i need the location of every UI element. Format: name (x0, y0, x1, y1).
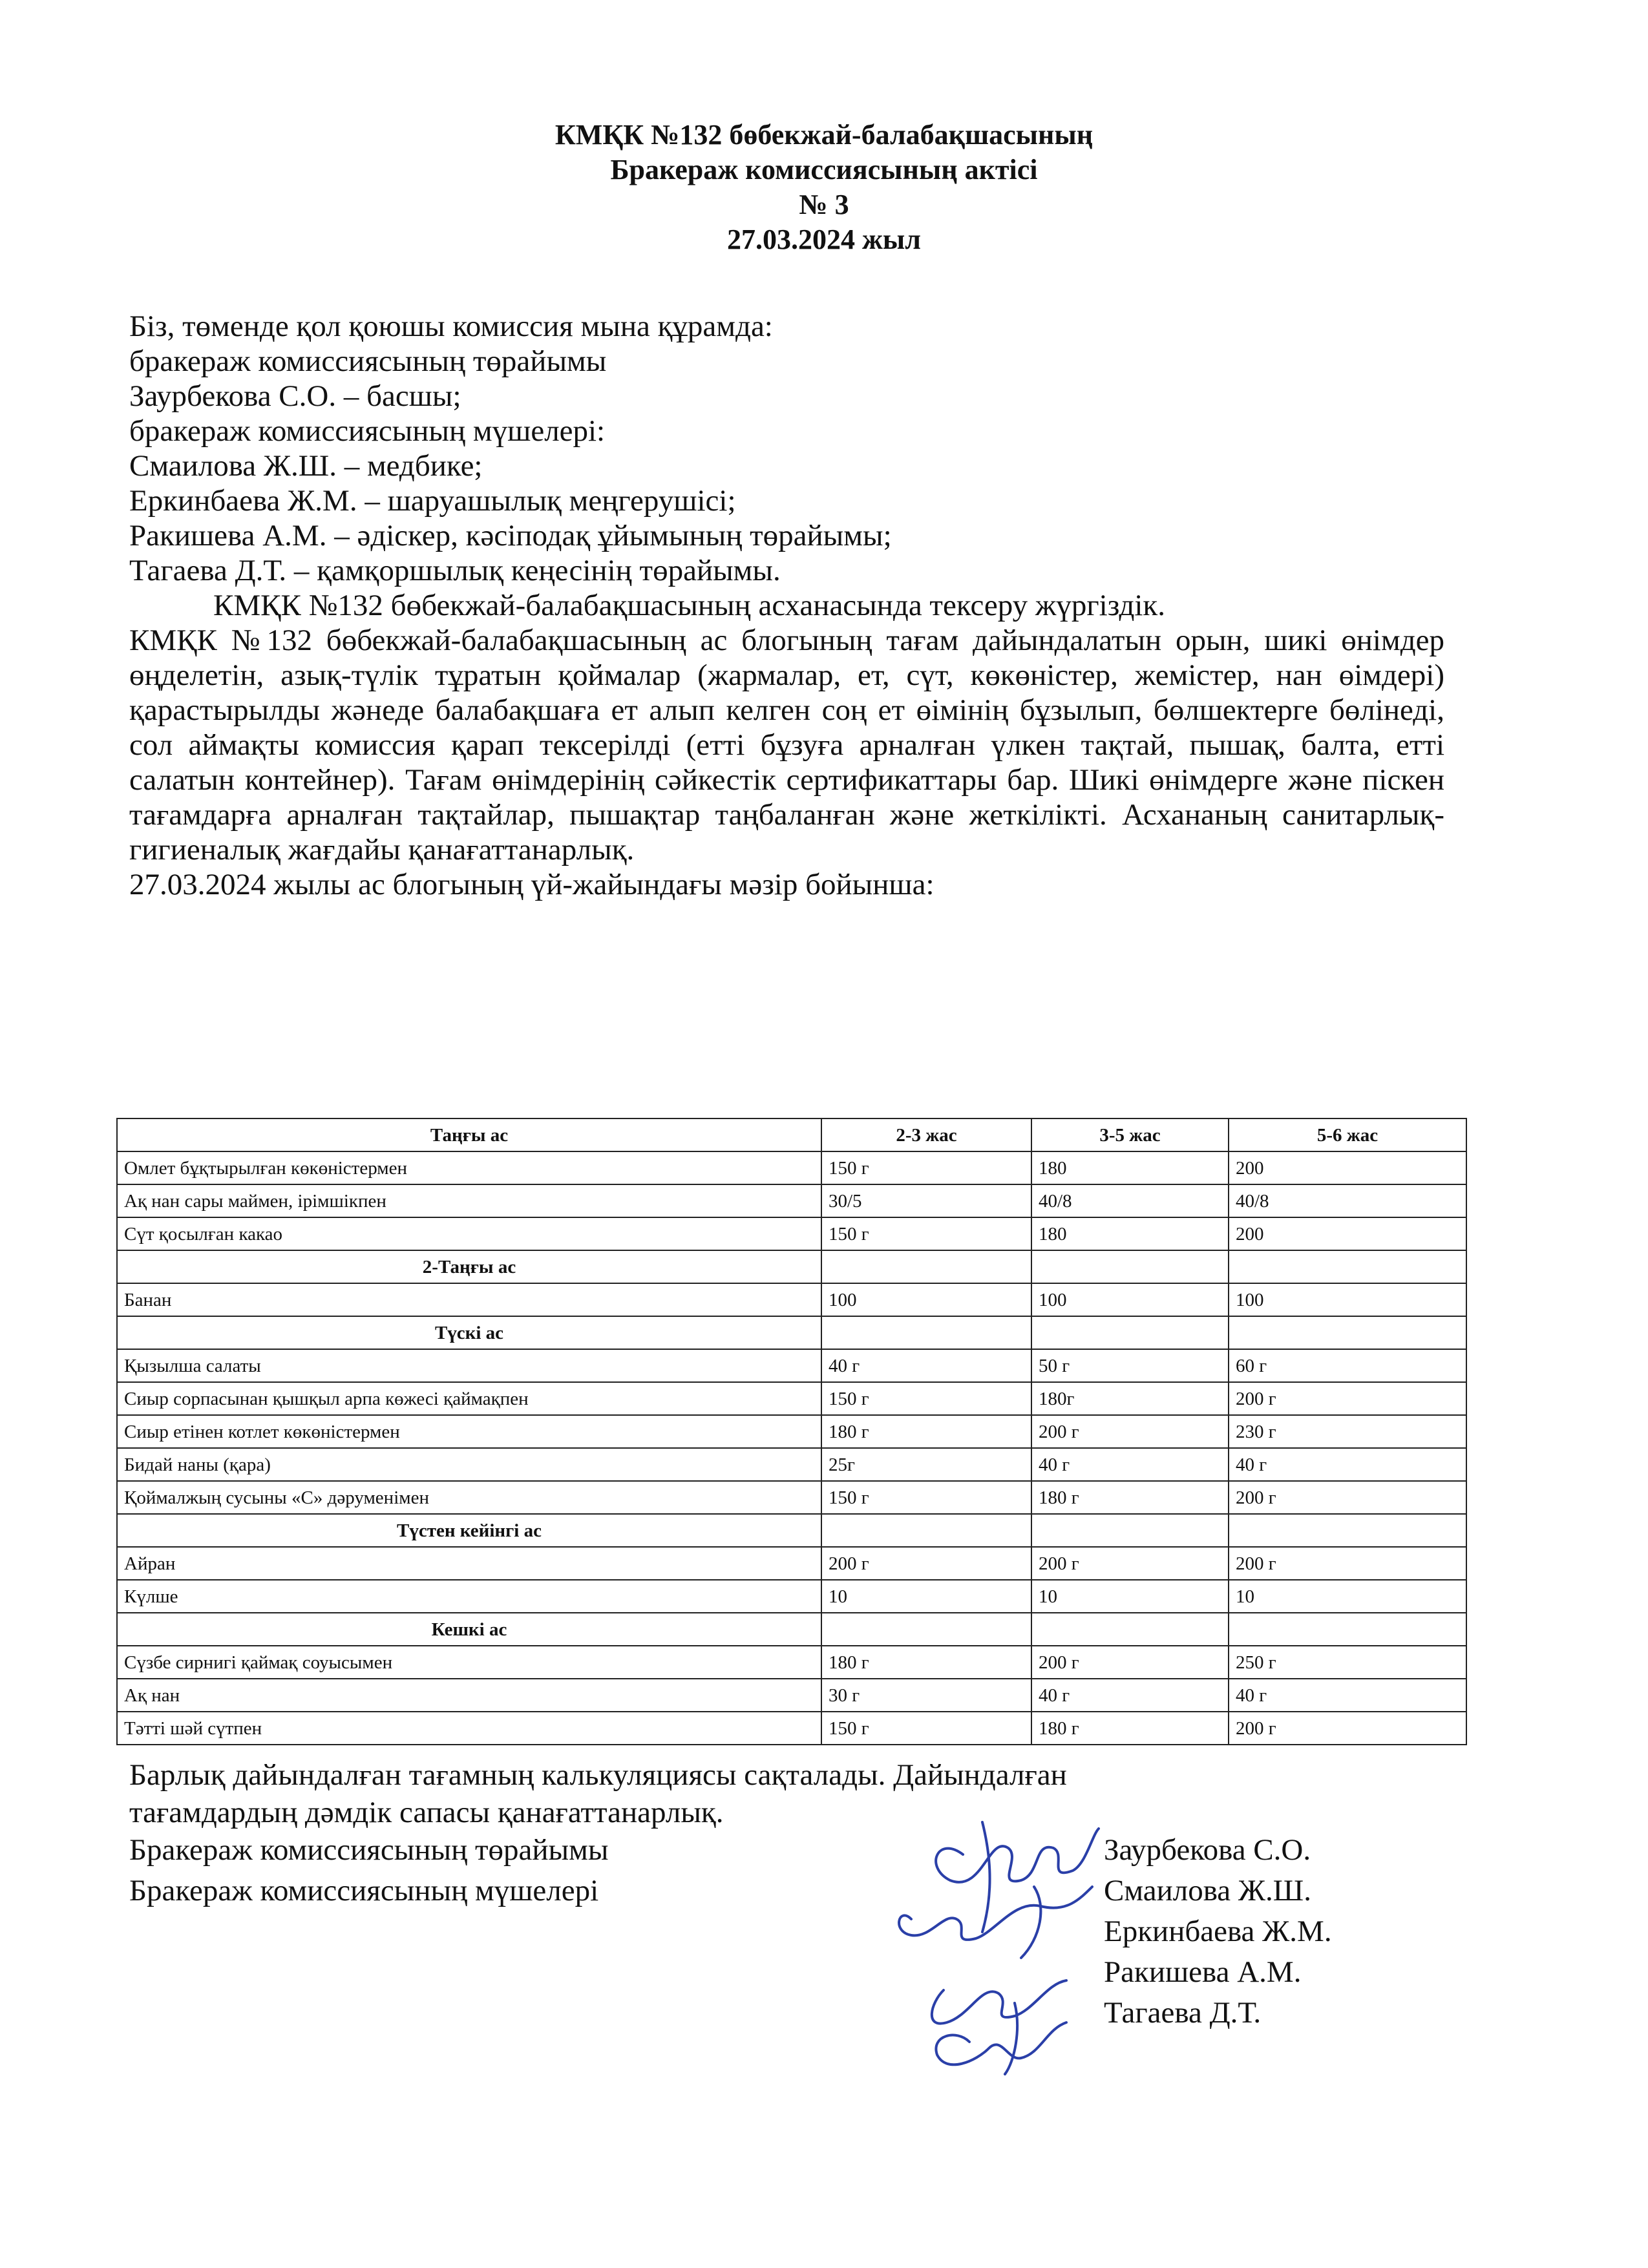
portion-cell: 200 г (1031, 1547, 1229, 1580)
table-row (117, 1481, 1466, 1514)
portion-cell: 10 (821, 1580, 1031, 1613)
portion-cell: 25г (821, 1448, 1031, 1481)
commission-intro (129, 309, 1444, 902)
document-header (0, 118, 1648, 257)
document-footer (129, 1756, 1486, 2035)
portion-cell: 180г (1031, 1382, 1229, 1415)
handwritten-signatures (885, 1809, 1131, 2081)
dish-name-cell: Бидай наны (қара) (117, 1448, 821, 1481)
portion-cell: 30 г (821, 1679, 1031, 1712)
signer-name: Тагаева Д.Т. (1104, 1996, 1262, 2030)
portion-cell: 200 (1229, 1151, 1466, 1184)
table-row (117, 1217, 1466, 1250)
portion-cell: 150 г (821, 1481, 1031, 1514)
portion-cell: 10 (1031, 1580, 1229, 1613)
portion-cell: 180 г (821, 1415, 1031, 1448)
portion-cell: 10 (1229, 1580, 1466, 1613)
quality-note: тағамдардың дәмдік сапасы қанағаттанарлық. (129, 1796, 724, 1829)
signer-name: Смаилова Ж.Ш. (1104, 1874, 1311, 1907)
act-number: № 3 (799, 189, 849, 220)
section-row (117, 1250, 1466, 1283)
act-date: 27.03.2024 жыл (727, 224, 921, 255)
portion-cell: 180 г (821, 1646, 1031, 1679)
signature-row (129, 1872, 1486, 1913)
portion-cell (1031, 1250, 1229, 1283)
intro-line: Біз, төменде қол қоюшы комиссия мына құрамда: (129, 310, 773, 343)
portion-cell (1229, 1250, 1466, 1283)
intro-line: Еркинбаева Ж.М. – шаруашылық меңгерушісі; (129, 484, 736, 518)
table-row (117, 1679, 1466, 1712)
portion-cell: 250 г (1229, 1646, 1466, 1679)
inspection-paragraph: КМҚК №132 бөбекжай-балабақшасының ас блогының тағам дайындалатын орын, шикі өнімдер өңделетін, азық-түлік тұратын қоймалар (жармалар, ет, сүт, көкөністер, жемістер, нан өімдері) қарастырылды жәнеде балабақшаға ет алып келген соң ет өімінің бұзылып, бөлшектерге бөлінеді, сол аймақты комиссия қарап тексерілді (етті бұзуға арналған үлкен тақтай, пышақ, балта, етті салатын контейнер). Тағам өнімдерінің сәйкестік сертификаттары бар. Шикі өнімдерге және піскен тағамдарға арналған тақтайлар, пышақтар таңбаланған және жеткілікті. Асхананың санитарлық-гигиеналық жағдайы қанағаттанарлық. (129, 624, 1444, 866)
intro-line: Ракишева А.М. – әдіскер, кәсіподақ ұйымының төрайымы; (129, 519, 892, 552)
portion-cell: 200 г (1229, 1481, 1466, 1514)
organization-title: КМҚК №132 бөбекжай-балабақшасының (555, 119, 1093, 151)
portion-cell (821, 1613, 1031, 1646)
portion-cell: 150 г (821, 1217, 1031, 1250)
table-row (117, 1283, 1466, 1316)
signature-stroke (936, 2022, 1066, 2064)
dish-name-cell: Омлет бұқтырылған көкөністермен (117, 1151, 821, 1184)
portion-cell: 100 (1031, 1283, 1229, 1316)
menu-table-body (117, 1151, 1466, 1745)
table-row (117, 1151, 1466, 1184)
signer-name: Ракишева А.М. (1104, 1955, 1302, 1989)
act-title: Бракераж комиссиясының актісі (610, 154, 1038, 185)
dish-name-cell: Сүзбе сирнигі қаймақ соуысымен (117, 1646, 821, 1679)
portion-cell: 40 г (1229, 1679, 1466, 1712)
menu-table (116, 1118, 1467, 1745)
members-label: Бракераж комиссиясының мүшелері (129, 1874, 599, 1907)
intro-line: Заурбекова С.О. – басшы; (129, 379, 461, 413)
portion-cell: 40 г (1229, 1448, 1466, 1481)
dish-name-cell: Сиыр етінен котлет көкөністермен (117, 1415, 821, 1448)
portion-cell: 100 (821, 1283, 1031, 1316)
signature-stroke (1005, 2003, 1017, 2074)
portion-cell: 200 г (1031, 1415, 1229, 1448)
intro-line: бракераж комиссиясының төрайымы (129, 344, 607, 378)
table-row (117, 1547, 1466, 1580)
dish-name-cell: Айран (117, 1547, 821, 1580)
intro-line: Тагаева Д.Т. – қамқоршылық кеңесінің төрайымы. (129, 554, 781, 587)
calculation-note: Барлық дайындалған тағамның калькуляциясы сақталады. Дайындалған (129, 1758, 1067, 1792)
portion-cell: 200 г (1229, 1712, 1466, 1745)
section-row (117, 1613, 1466, 1646)
portion-cell: 40/8 (1031, 1184, 1229, 1217)
portion-cell: 180 (1031, 1217, 1229, 1250)
dish-name-cell: Сиыр сорпасынан қышқыл арпа көжесі қаймақпен (117, 1382, 821, 1415)
portion-cell: 200 г (1229, 1547, 1466, 1580)
header-cell: 5-6 жас (1229, 1118, 1466, 1151)
portion-cell: 150 г (821, 1382, 1031, 1415)
intro-line: Смаилова Ж.Ш. – медбике; (129, 449, 483, 483)
signature-stroke (982, 1822, 990, 1932)
intro-line: бракераж комиссиясының мүшелері: (129, 414, 606, 448)
table-row (117, 1580, 1466, 1613)
table-row (117, 1184, 1466, 1217)
table-row (117, 1646, 1466, 1679)
section-label: Түскі ас (117, 1316, 821, 1349)
dish-name-cell: Ақ нан сары маймен, ірімшікпен (117, 1184, 821, 1217)
signature-stroke (1021, 1887, 1041, 1958)
section-label: Кешкі ас (117, 1613, 821, 1646)
table-header-row (117, 1118, 1466, 1151)
dish-name-cell: Күлше (117, 1580, 821, 1613)
signer-name: Еркинбаева Ж.М. (1104, 1915, 1332, 1948)
portion-cell: 30/5 (821, 1184, 1031, 1217)
portion-cell: 150 г (821, 1712, 1031, 1745)
portion-cell: 230 г (1229, 1415, 1466, 1448)
portion-cell (1031, 1514, 1229, 1547)
section-label: Түстен кейінгі ас (117, 1514, 821, 1547)
dish-name-cell: Қызылша салаты (117, 1349, 821, 1382)
signature-stroke (932, 1980, 1066, 2024)
dish-name-cell: Сүт қосылған какао (117, 1217, 821, 1250)
portion-cell (1229, 1613, 1466, 1646)
signer-name: Заурбекова С.О. (1104, 1833, 1311, 1867)
dish-name-cell: Тәтті шәй сүтпен (117, 1712, 821, 1745)
portion-cell (821, 1316, 1031, 1349)
signature-stroke (899, 1887, 1092, 1940)
portion-cell: 100 (1229, 1283, 1466, 1316)
portion-cell: 40 г (1031, 1679, 1229, 1712)
portion-cell: 180 (1031, 1151, 1229, 1184)
dish-name-cell: Банан (117, 1283, 821, 1316)
header-cell: 2-3 жас (821, 1118, 1031, 1151)
portion-cell: 200 г (1229, 1382, 1466, 1415)
portion-cell: 40 г (821, 1349, 1031, 1382)
portion-cell: 200 г (821, 1547, 1031, 1580)
dish-name-cell: Ақ нан (117, 1679, 821, 1712)
menu-intro: 27.03.2024 жылы ас блогының үй-жайындағы мәзір бойынша: (129, 868, 935, 901)
table-row (117, 1448, 1466, 1481)
signature-row (129, 1831, 1486, 1872)
portion-cell: 180 г (1031, 1481, 1229, 1514)
dish-name-cell: Қоймалжың сусыны «С» дәруменімен (117, 1481, 821, 1514)
table-row (117, 1349, 1466, 1382)
portion-cell: 200 г (1031, 1646, 1229, 1679)
portion-cell: 150 г (821, 1151, 1031, 1184)
portion-cell: 60 г (1229, 1349, 1466, 1382)
inspection-statement: КМҚК №132 бөбекжай-балабақшасының асханасында тексеру жүргіздік. (213, 589, 1165, 622)
portion-cell (1031, 1316, 1229, 1349)
table-row (117, 1712, 1466, 1745)
table-row (117, 1415, 1466, 1448)
section-label: 2-Таңғы ас (117, 1250, 821, 1283)
section-row (117, 1316, 1466, 1349)
header-cell: 3-5 жас (1031, 1118, 1229, 1151)
portion-cell: 200 (1229, 1217, 1466, 1250)
portion-cell: 40/8 (1229, 1184, 1466, 1217)
signature-row (129, 1953, 1486, 1994)
signature-row (129, 1913, 1486, 1953)
chair-label: Бракераж комиссиясының төрайымы (129, 1833, 609, 1867)
portion-cell (821, 1514, 1031, 1547)
signature-row (129, 1994, 1486, 2035)
portion-cell: 180 г (1031, 1712, 1229, 1745)
portion-cell: 50 г (1031, 1349, 1229, 1382)
portion-cell (821, 1250, 1031, 1283)
portion-cell: 40 г (1031, 1448, 1229, 1481)
portion-cell (1031, 1613, 1229, 1646)
signature-stroke (936, 1829, 1099, 1882)
section-row (117, 1514, 1466, 1547)
portion-cell (1229, 1316, 1466, 1349)
portion-cell (1229, 1514, 1466, 1547)
table-row (117, 1382, 1466, 1415)
header-cell: Таңғы ас (117, 1118, 821, 1151)
